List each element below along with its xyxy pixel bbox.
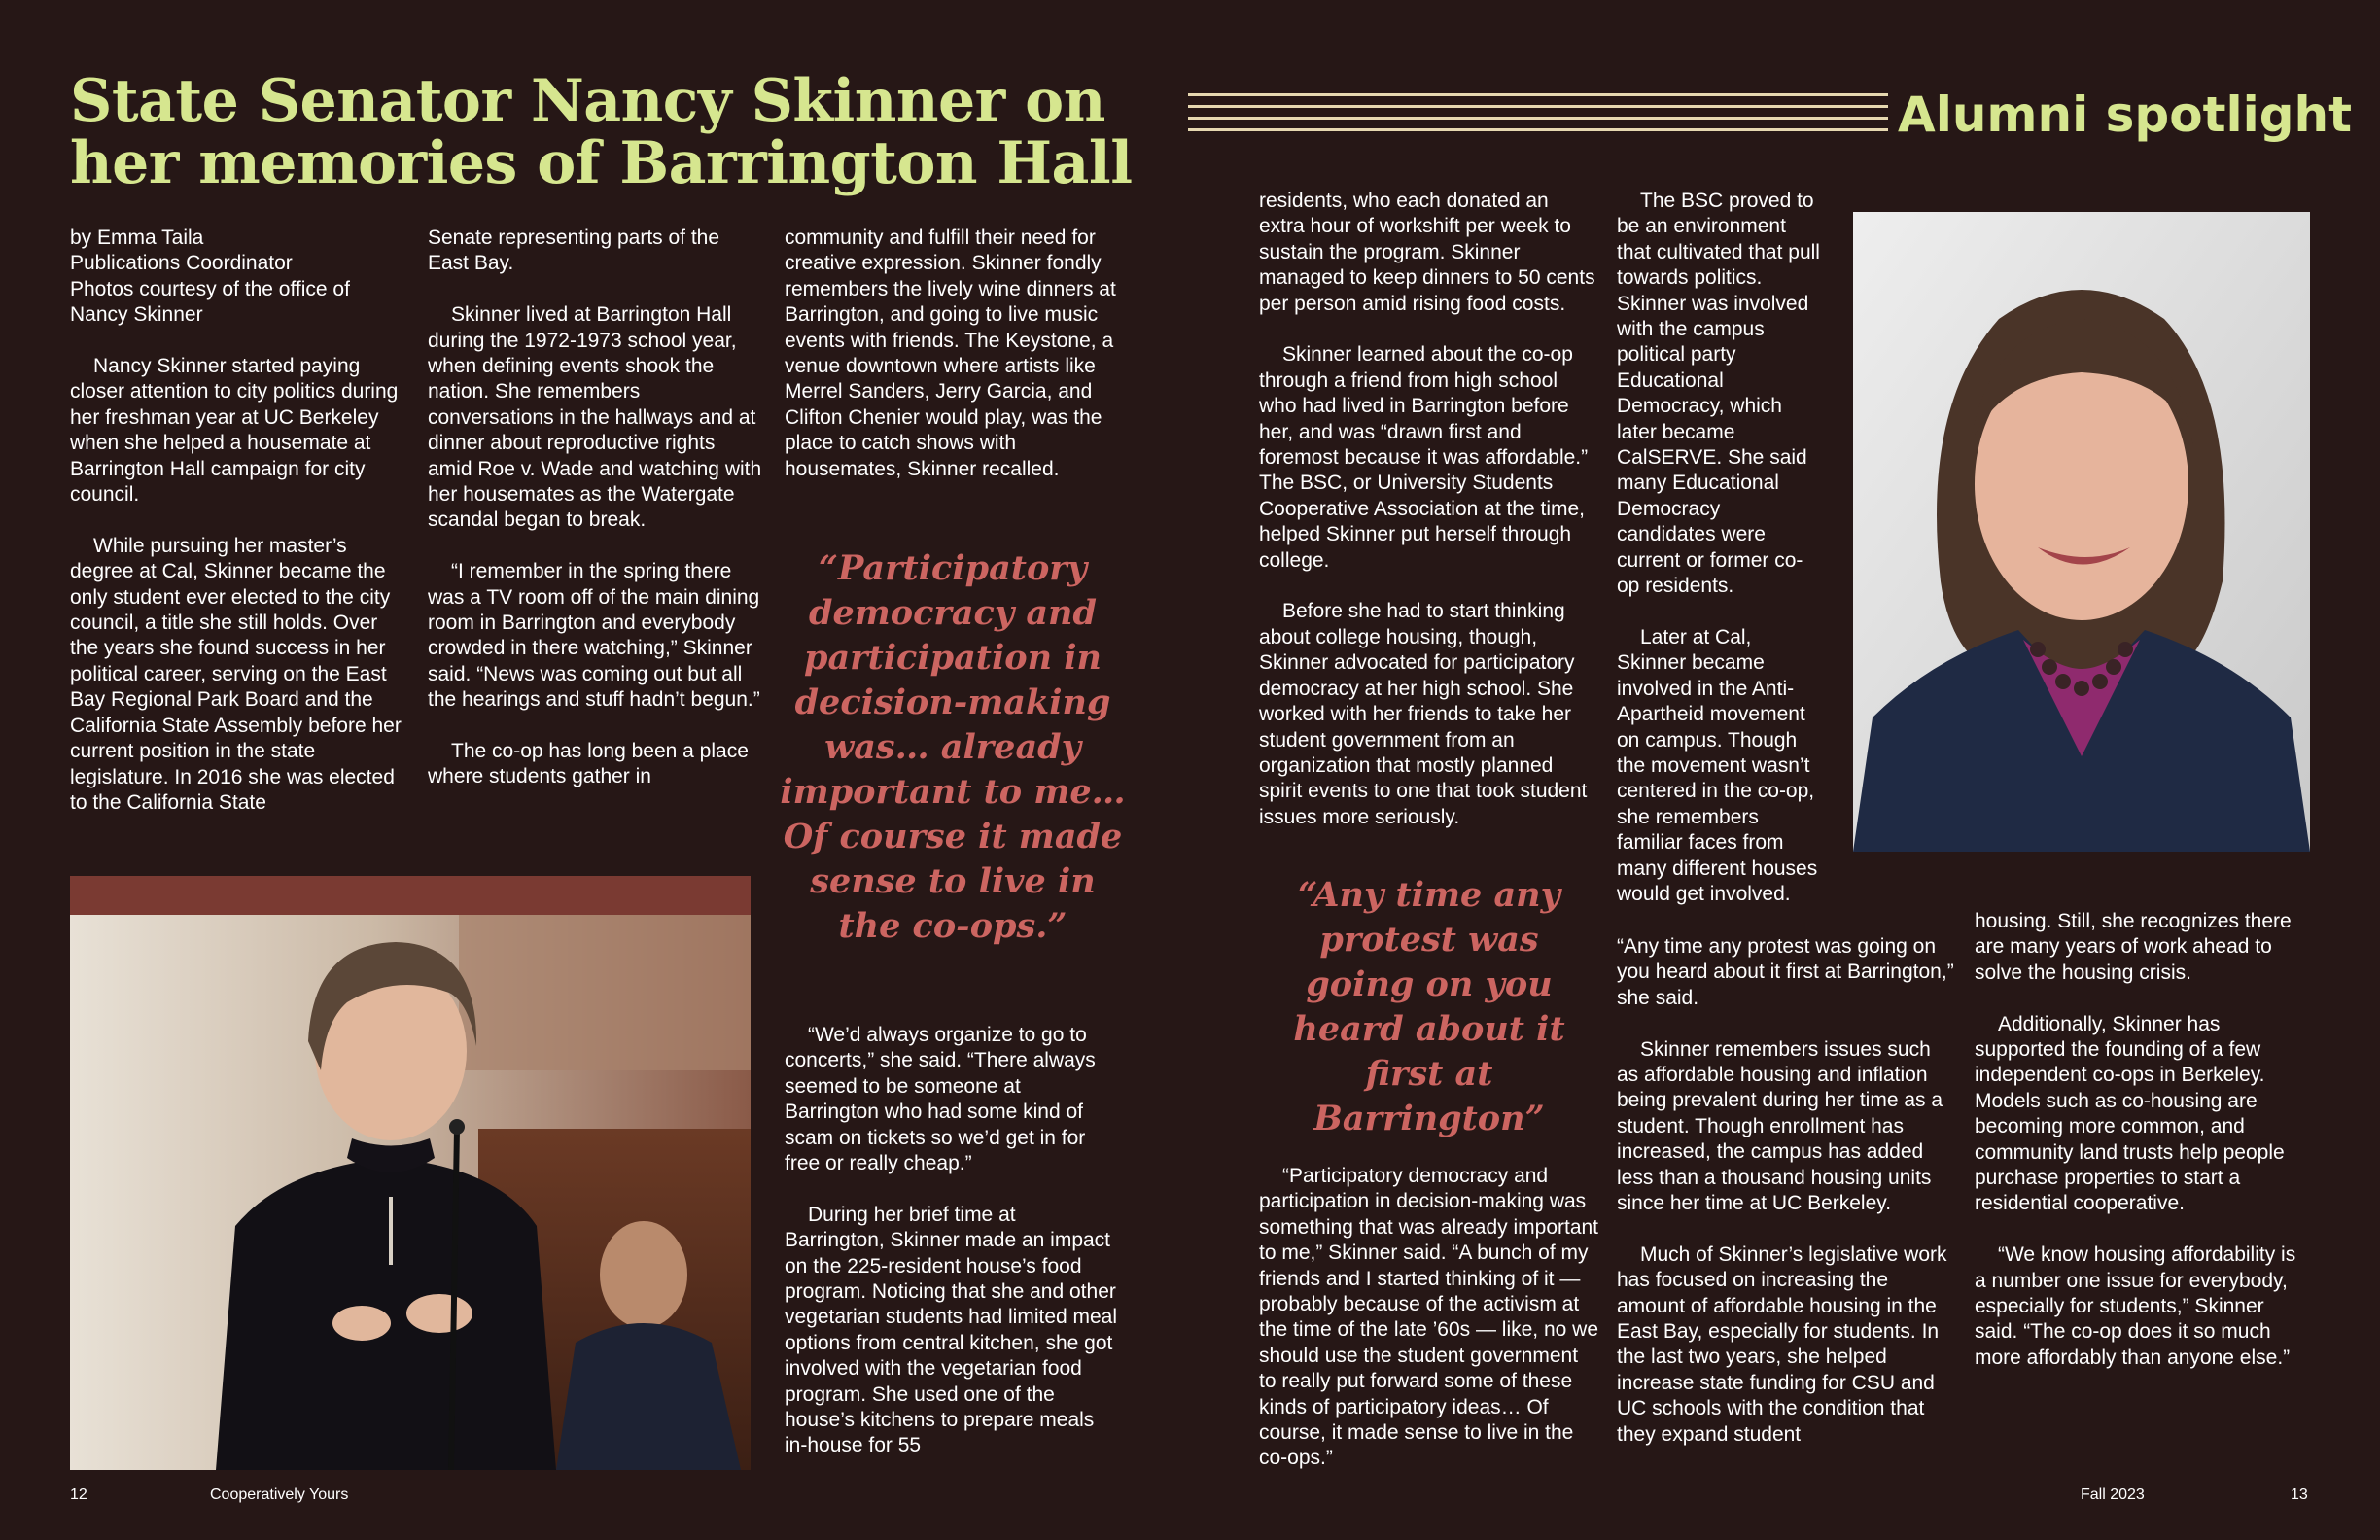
paragraph: residents, who each donated an extra hour of workshift per week to sustain the program. Skinner managed to keep dinners to 50 cents per person amid rising food costs. xyxy=(1259,190,1595,315)
byline-credit-name: Nancy Skinner xyxy=(70,303,203,327)
paragraph: While pursuing her master’s degree at Cal, Skinner became the only student ever elected to the city council, a title she still holds. Over the years she found success in her political career, serving on the East Bay Regional Park Board and the California State Assembly before her current position in the state legislature. In 2016 she was elected to the California State xyxy=(70,534,402,814)
paragraph: The co-op has long been a place where students gather in xyxy=(428,740,749,788)
paragraph: Nancy Skinner started paying closer attention to city politics during her freshman year at UC Berkeley when she helped a housemate at Barrington Hall campaign for city council. xyxy=(70,355,399,507)
pull-quote: “Any time any protest was going on you heard about it first at Barrington” xyxy=(1293,875,1565,1138)
paragraph: Senate representing parts of the East Bay. xyxy=(428,227,720,275)
article-column-3-top xyxy=(785,226,1120,482)
article-column-2 xyxy=(428,226,763,790)
paragraph: Skinner remembers issues such as affordable housing and inflation being prevalent during her time as a student. Though enrollment has increased, the campus has added less than a thousand housing units since her time at UC Berkeley. xyxy=(1617,1037,1943,1215)
article-column-4-top xyxy=(1259,189,1599,830)
page-number-left: 12 xyxy=(70,1487,88,1503)
byline-author: by Emma Taila xyxy=(70,227,204,249)
photo-senate-floor xyxy=(70,876,751,1470)
paragraph: Before she had to start thinking about college housing, though, Skinner advocated for participatory democracy at her high school. She worked with her friends to take her student government from an organization that mostly planned spirit events to one that took student issues more seriously. xyxy=(1259,600,1588,828)
paragraph: Skinner lived at Barrington Hall during the 1972-1973 school year, when defining events shook the nation. She remembers conversations in the hallways and at dinner about reproductive rights amid Roe v. Wade and watching with her housemates as the Watergate scandal began to break. xyxy=(428,303,762,532)
paragraph: “Participatory democracy and participation in decision-making was something that was already important to me,” Skinner said. “A bunch of my friends and I started thinking of it — probably because of the activism at the time of the late ’60s — like, no we should use the student government to really put forward some of these kinds of participatory ideas… Of course, it made sense to live in the co-ops.” xyxy=(1259,1165,1599,1470)
portrait-photo-image xyxy=(1853,212,2310,852)
article-column-6 xyxy=(1975,909,2310,1371)
paragraph: “Any time any protest was going on you heard about it first at Barrington,” she said. xyxy=(1617,935,1954,1009)
paragraph: “I remember in the spring there was a TV room off of the main dining room in Barrington and everybody crowded in there watching,” Skinner said. “News was coming out but all the hearings and stuff hadn’t begun.” xyxy=(428,560,760,712)
paragraph: housing. Still, she recognizes there are many years of work ahead to solve the housing crisis. xyxy=(1975,910,2292,984)
page-number-right: 13 xyxy=(2291,1487,2308,1503)
article-column-5-top xyxy=(1617,189,1823,907)
paragraph: “We know housing affordability is a number one issue for everybody, especially for students,” Skinner said. “The co-op does it so much more affordably than anyone else.” xyxy=(1975,1243,2296,1369)
paragraph: During her brief time at Barrington, Skinner made an impact on the 225-resident house’s food program. Noticing that she and other vegetarian students had limited meal options from central kitchen, she got involved with the vegetarian food program. She used one of the house’s kitchens to prepare meals in-house for 55 xyxy=(785,1203,1118,1457)
paragraph: community and fulfill their need for creative expression. Skinner fondly remembers the lively wine dinners at Barrington, and going to live music events with friends. The Keystone, a venue downtown where artists like Merrel Sanders, Jerry Garcia, and Clifton Chenier would play, was the place to catch shows with housemates, Skinner recalled. xyxy=(785,227,1116,480)
article-column-4-bottom xyxy=(1259,1164,1599,1472)
paragraph: The BSC proved to be an environment that cultivated that pull towards politics. Skinner was involved with the campus political party Educational Democracy, which later became CalSERVE. She said many Educational Democracy candidates were current or former co-op residents. xyxy=(1617,190,1820,598)
article-title: State Senator Nancy Skinner on her memories of Barrington Hall xyxy=(70,67,1133,197)
byline-credit: Photos courtesy of the office of xyxy=(70,277,350,300)
photo-portrait xyxy=(1853,212,2310,852)
senate-photo-image xyxy=(70,876,751,1470)
paragraph: “We’d always organize to go to concerts,” she said. “There always seemed to be someone at Barrington who had some kind of scam on tickets so we’d get in for free or really cheap.” xyxy=(785,1024,1096,1175)
publication-name: Cooperatively Yours xyxy=(210,1487,349,1503)
paragraph: Later at Cal, Skinner became involved in the Anti-Apartheid movement on campus. Though the movement wasn’t centered in the co-op, she remembers familiar faces from many different houses would get involved. xyxy=(1617,625,1818,905)
section-label: Alumni spotlight xyxy=(1898,87,2353,143)
article-column-5-bottom xyxy=(1617,934,1957,1448)
decorative-rules xyxy=(1188,93,1888,132)
article-column-1 xyxy=(70,226,405,816)
paragraph: Additionally, Skinner has supported the founding of a few independent co-ops in Berkeley. Models such as co-housing are becoming more common, and community land trusts help people purchase properties to start a residential cooperative. xyxy=(1975,1012,2285,1215)
byline xyxy=(70,226,405,329)
pull-quote: “Participatory democracy and participation in decision-making was… already important to me… Of course it made sense to live in the co-ops.” xyxy=(780,548,1126,946)
article-column-3-bottom xyxy=(785,1023,1120,1459)
paragraph: Skinner learned about the co-op through a friend from high school who had lived in Barrington before her, and was “drawn first and foremost because it was affordable.” The BSC, or University Students Cooperative Association at the time, helped Skinner put herself through college. xyxy=(1259,343,1589,572)
issue-date: Fall 2023 xyxy=(2081,1487,2145,1503)
byline-role: Publications Coordinator xyxy=(70,252,293,275)
paragraph: Much of Skinner’s legislative work has focused on increasing the amount of affordable housing in the East Bay, especially for students. In the last two years, she helped increase state funding for CSU and UC schools with the condition that they expand student xyxy=(1617,1242,1947,1446)
